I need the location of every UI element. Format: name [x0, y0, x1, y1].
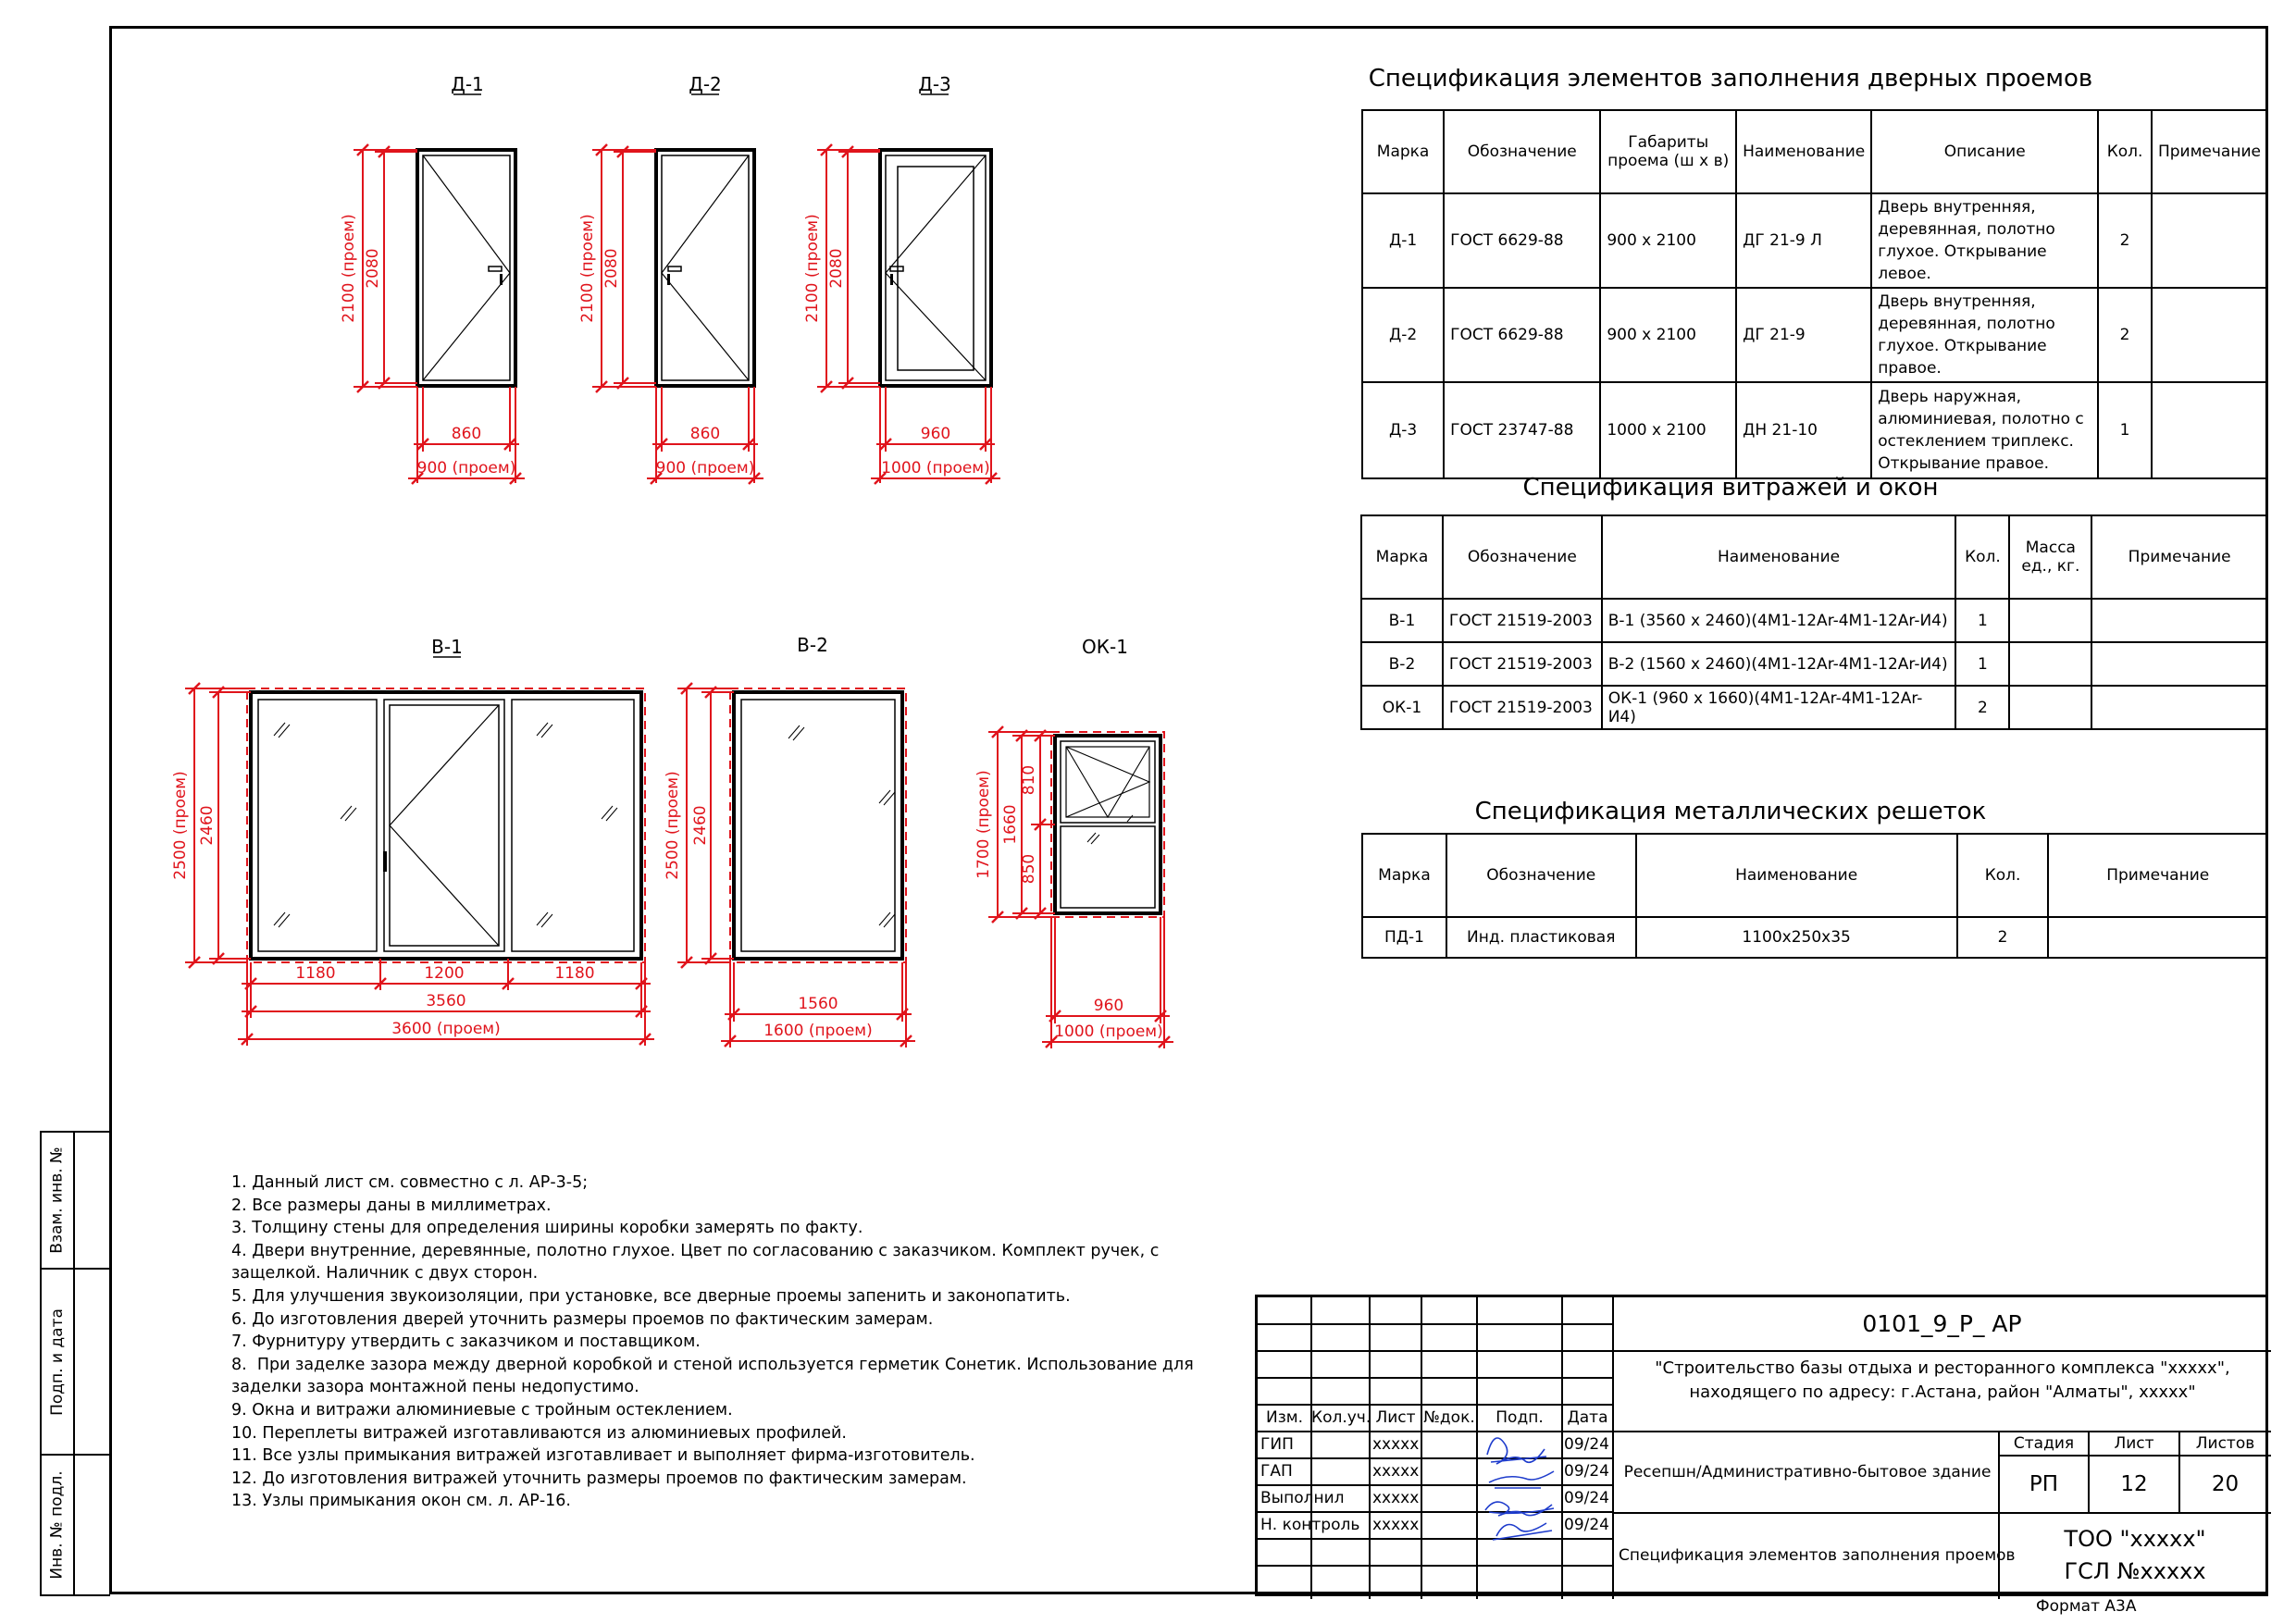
d2-height: 2080: [602, 248, 621, 289]
cell-mass: [2009, 642, 2091, 686]
cell-description: Дверь внутренняя, деревянная, полотно глухое. Открывание правое.: [1871, 288, 2098, 382]
d3-height: 2080: [827, 248, 846, 289]
v2-label: В-2: [797, 634, 828, 656]
cell-note: [2091, 686, 2267, 729]
doors-col-size: Габариты проема (ш х в): [1600, 110, 1736, 193]
windows-col-note: Примечание: [2091, 515, 2267, 599]
v1-width-open: 3600 (проем): [391, 1020, 501, 1038]
side-cell-sign-date: Подп. и дата: [42, 1270, 75, 1456]
note-line: 6. До изготовления дверей уточнить размеры проемов по фактическим замерам.: [231, 1309, 934, 1329]
name-gip: xxxxx: [1372, 1435, 1420, 1454]
d3-width: 960: [920, 425, 951, 443]
cell-note: [2152, 382, 2267, 478]
ok1-label: ОК-1: [1082, 636, 1128, 658]
role-gap: ГАП: [1260, 1462, 1293, 1481]
cell-qty: 1: [1955, 599, 2009, 642]
v2-height: 2460: [691, 805, 710, 846]
role-executor: Выполнил: [1260, 1489, 1345, 1507]
cell-name: ОК-1 (960 х 1660)(4М1-12Аr-4М1-12Аr-И4): [1602, 686, 1956, 729]
v2-dimensions: [677, 683, 915, 1048]
cell-mark: ПД-1: [1362, 917, 1446, 958]
note-line: 7. Фурнитуру утвердить с заказчиком и поставщиком.: [231, 1333, 701, 1352]
name-executor: xxxxx: [1372, 1489, 1420, 1507]
windows-col-name: Наименование: [1602, 515, 1956, 599]
table-row: [1362, 288, 2267, 382]
date-gap: 09/24: [1564, 1462, 1609, 1481]
col-header-date: Дата: [1567, 1408, 1608, 1427]
cell-mark: Д-3: [1362, 382, 1444, 478]
note-line: 9. Окна и витражи алюминиевые с тройным остеклением.: [231, 1400, 733, 1419]
cell-name: ДГ 21-9: [1736, 288, 1871, 382]
v1-height: 2460: [198, 805, 217, 846]
company-name: ТОО "ххххх": [2064, 1526, 2206, 1552]
date-gip: 09/24: [1564, 1435, 1609, 1454]
col-header-sheet: Лист: [1375, 1408, 1416, 1427]
d3-width-open: 1000 (проем): [881, 459, 990, 477]
table-row: [1361, 686, 2267, 729]
windows-table-title: Спецификация витражей и окон: [1522, 474, 1939, 502]
sheet-label: Лист: [2114, 1434, 2154, 1453]
windows-col-designation: Обозначение: [1443, 515, 1602, 599]
d3-height-open: 2100 (проем): [803, 214, 822, 323]
v1-width-2: 1200: [424, 964, 465, 983]
cell-qty: 2: [2098, 288, 2152, 382]
cell-designation: ГОСТ 21519-2003: [1443, 599, 1602, 642]
title-block: [1255, 1295, 2268, 1596]
ok1-height-top: 810: [1020, 764, 1038, 796]
v2-width: 1560: [798, 995, 838, 1013]
grilles-col-name: Наименование: [1636, 834, 1957, 917]
cell-mark: ОК-1: [1361, 686, 1443, 729]
v1-dimensions: [185, 683, 654, 1046]
d2-label: Д-2: [689, 73, 722, 95]
sheet-title: Спецификация элементов заполнения проемов: [1619, 1546, 2016, 1565]
stage-label: Стадия: [2013, 1434, 2075, 1453]
doors-col-mark: Марка: [1362, 110, 1444, 193]
cell-mass: [2009, 599, 2091, 642]
cell-mark: Д-1: [1362, 193, 1444, 288]
d2-height-open: 2100 (проем): [578, 214, 597, 323]
document-code: 0101_9_Р_ АР: [1862, 1310, 2022, 1337]
stage-value: РП: [2029, 1472, 2059, 1496]
cell-description: Дверь внутренняя, деревянная, полотно глухое. Открывание левое.: [1871, 193, 2098, 288]
cell-designation: ГОСТ 21519-2003: [1443, 642, 1602, 686]
cell-size: 1000 х 2100: [1600, 382, 1736, 478]
license-number: ГСЛ №ххххх: [2064, 1558, 2206, 1584]
doors-header-row: [1362, 110, 2267, 193]
note-line: 11. Все узлы примыкания витражей изготавливает и выполняет фирма-изготовитель.: [231, 1446, 975, 1466]
name-norm-control: xxxxx: [1372, 1516, 1420, 1534]
grilles-table: [1361, 833, 2268, 959]
note-line: 12. До изготовления витражей уточнить размеры проемов по фактическим замерам.: [231, 1469, 967, 1488]
general-notes: [231, 1172, 1194, 1513]
cell-note: [2152, 193, 2267, 288]
sheets-label: Листов: [2195, 1434, 2255, 1453]
cell-qty: 2: [1957, 917, 2049, 958]
col-header-count: Кол.уч.: [1311, 1408, 1371, 1427]
cell-note: [2091, 642, 2267, 686]
windows-col-mass: Масса ед., кг.: [2009, 515, 2091, 599]
note-line: 2. Все размеры даны в миллиметрах.: [231, 1196, 552, 1215]
col-header-doc: №док.: [1423, 1408, 1475, 1427]
cell-mass: [2009, 686, 2091, 729]
col-header-change: Изм.: [1266, 1408, 1303, 1427]
cell-designation: ГОСТ 23747-88: [1444, 382, 1600, 478]
grilles-header-row: [1362, 834, 2267, 917]
v1-height-open: 2500 (проем): [171, 771, 190, 880]
d2-width-open: 900 (проем): [655, 459, 755, 477]
grilles-col-designation: Обозначение: [1446, 834, 1636, 917]
doors-col-description: Описание: [1871, 110, 2098, 193]
windows-header-row: [1361, 515, 2267, 599]
sheets-value: 20: [2211, 1472, 2240, 1496]
cell-name: ДГ 21-9 Л: [1736, 193, 1871, 288]
windows-col-mark: Марка: [1361, 515, 1443, 599]
window-v2-drawing: [730, 634, 906, 962]
cell-note: [2152, 288, 2267, 382]
cell-qty: 2: [2098, 193, 2152, 288]
note-line: 8. При заделке зазора между дверной коробкой и стеной используется герметик Сонетик. Использование для: [231, 1355, 1194, 1374]
note-line: 5. Для улучшения звукоизоляции, при установке, все дверные проемы запенить и законопатить.: [231, 1286, 1071, 1306]
sheet-format: Формат А3А: [2036, 1597, 2137, 1616]
note-line: 1. Данный лист см. совместно с л. АР-3-5;: [231, 1173, 589, 1192]
window-v1-drawing: [247, 636, 645, 962]
grilles-col-note: Примечание: [2048, 834, 2267, 917]
table-row: [1361, 642, 2267, 686]
ok1-width: 960: [1093, 997, 1124, 1015]
doors-col-qty: Кол.: [2098, 110, 2152, 193]
door-d3-drawing: [880, 73, 991, 386]
grilles-col-mark: Марка: [1362, 834, 1446, 917]
note-line: защелкой. Наличник с двух сторон.: [231, 1264, 539, 1283]
doors-col-name: Наименование: [1736, 110, 1871, 193]
doors-table: [1361, 109, 2268, 479]
note-line: 3. Толщину стены для определения ширины коробки замерять по факту.: [231, 1219, 863, 1238]
windows-table: [1360, 514, 2268, 730]
v1-width: 3560: [426, 992, 466, 1010]
cell-qty: 1: [1955, 642, 2009, 686]
d1-label: Д-1: [451, 73, 484, 95]
cell-size: 900 х 2100: [1600, 288, 1736, 382]
v2-height-open: 2500 (проем): [664, 771, 682, 880]
cell-name: 1100х250х35: [1636, 917, 1957, 958]
cell-qty: 1: [2098, 382, 2152, 478]
note-line: 13. Узлы примыкания окон см. л. АР-16.: [231, 1492, 571, 1511]
door-d2-drawing: [656, 73, 754, 386]
d1-height: 2080: [364, 248, 382, 289]
d3-label: Д-3: [918, 73, 951, 95]
role-gip: ГИП: [1260, 1435, 1294, 1454]
d1-height-open: 2100 (проем): [340, 214, 358, 323]
cell-name: В-1 (3560 х 2460)(4М1-12Аr-4М1-12Аr-И4): [1602, 599, 1956, 642]
cell-designation: Инд. пластиковая: [1446, 917, 1636, 958]
cell-size: 900 х 2100: [1600, 193, 1736, 288]
d1-width: 860: [451, 425, 482, 443]
cell-designation: ГОСТ 6629-88: [1444, 288, 1600, 382]
ok1-height-open: 1700 (проем): [974, 770, 993, 879]
windows-col-qty: Кол.: [1955, 515, 2009, 599]
ok1-dimensions: [988, 726, 1173, 1048]
cell-note: [2048, 917, 2267, 958]
ok1-height: 1660: [1001, 804, 1020, 845]
d1-width-open: 900 (проем): [416, 459, 516, 477]
cell-designation: ГОСТ 6629-88: [1444, 193, 1600, 288]
signatures: [1485, 1438, 1554, 1540]
grilles-table-title: Спецификация металлических решеток: [1474, 798, 1987, 825]
v1-width-3: 1180: [554, 964, 595, 983]
cell-qty: 2: [1955, 686, 2009, 729]
doors-col-note: Примечание: [2152, 110, 2267, 193]
doors-table-title: Спецификация элементов заполнения дверных проемов: [1368, 65, 2093, 93]
window-ok1-drawing: [1051, 636, 1164, 917]
side-cell-inv-orig: Инв. № подл.: [42, 1456, 75, 1594]
name-gap: xxxxx: [1372, 1462, 1420, 1481]
note-line: 10. Переплеты витражей изготавливаются из алюминиевых профилей.: [231, 1423, 847, 1443]
table-row: [1362, 917, 2267, 958]
v1-label: В-1: [431, 636, 463, 658]
cell-mark: В-2: [1361, 642, 1443, 686]
d2-width: 860: [689, 425, 721, 443]
project-name: "Строительство базы отдыха и ресторанного комплекса "ххххх", находящего по адресу: г.Астана, район "Алматы", ххххх": [1655, 1358, 2230, 1402]
date-norm-control: 09/24: [1564, 1516, 1609, 1534]
sheet-value: 12: [2120, 1472, 2148, 1496]
cell-mark: Д-2: [1362, 288, 1444, 382]
ok1-height-bottom: 850: [1020, 853, 1038, 885]
door-d1-drawing: [417, 73, 515, 386]
col-header-sign: Подп.: [1496, 1408, 1544, 1427]
cell-name: ДН 21-10: [1736, 382, 1871, 478]
table-row: [1361, 599, 2267, 642]
cell-note: [2091, 599, 2267, 642]
side-cell-replace-inv: Взам. инв. №: [42, 1133, 75, 1270]
table-row: [1362, 382, 2267, 478]
d1-dimensions: [354, 144, 525, 484]
grilles-col-qty: Кол.: [1957, 834, 2049, 917]
role-norm-control: Н. контроль: [1260, 1516, 1360, 1534]
note-line: 4. Двери внутренние, деревянные, полотно глухое. Цвет по согласованию с заказчиком. Комплект ручек, с: [231, 1241, 1160, 1260]
cell-mark: В-1: [1361, 599, 1443, 642]
table-row: [1362, 193, 2267, 288]
cell-description: Дверь наружная, алюминиевая, полотно с остеклением триплекс. Открывание правое.: [1871, 382, 2098, 478]
ok1-width-open: 1000 (проем): [1054, 1023, 1163, 1041]
cell-designation: ГОСТ 21519-2003: [1443, 686, 1602, 729]
doors-col-designation: Обозначение: [1444, 110, 1600, 193]
note-line: заделки зазора монтажной пены недопустимо.: [231, 1378, 639, 1397]
date-executor: 09/24: [1564, 1489, 1609, 1507]
building-name: Ресепшн/Административно-бытовое здание: [1623, 1463, 1992, 1481]
cell-name: В-2 (1560 х 2460)(4М1-12Аr-4М1-12Аr-И4): [1602, 642, 1956, 686]
d2-dimensions: [592, 144, 763, 484]
v1-width-1: 1180: [295, 964, 336, 983]
v2-width-open: 1600 (проем): [763, 1022, 873, 1040]
